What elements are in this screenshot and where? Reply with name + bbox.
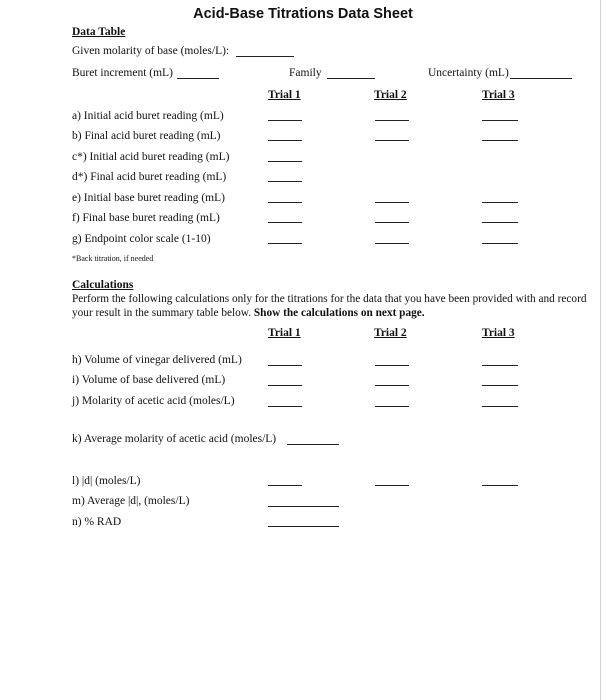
row-c-label: c*) Initial acid buret reading (mL) <box>72 151 230 163</box>
blank-g-trial3[interactable] <box>482 243 518 244</box>
blank-f-trial3[interactable] <box>482 222 518 223</box>
blank-a-trial3[interactable] <box>482 120 518 121</box>
family-label: Family <box>289 67 322 79</box>
calculations-instructions <box>72 292 592 320</box>
data-table-heading: Data Table <box>72 26 126 38</box>
trial-3-header: Trial 3 <box>482 89 515 101</box>
blank-e-trial2[interactable] <box>375 202 409 203</box>
deviation-label: l) |d| (moles/L) <box>72 475 141 487</box>
row-i-label: i) Volume of base delivered (mL) <box>72 374 226 386</box>
calc-trial-2-header: Trial 2 <box>374 327 407 339</box>
calc-trial-3-header: Trial 3 <box>482 327 515 339</box>
average-deviation-blank[interactable] <box>268 506 339 507</box>
trial-1-header: Trial 1 <box>268 89 301 101</box>
instructions-bold: Show the calculations on next page. <box>253 307 425 319</box>
blank-a-trial2[interactable] <box>375 120 409 121</box>
page-title: Acid-Base Titrations Data Sheet <box>193 6 413 22</box>
blank-j-trial3[interactable] <box>482 406 518 407</box>
blank-l-trial2[interactable] <box>375 485 409 486</box>
blank-h-trial3[interactable] <box>482 365 518 366</box>
average-deviation-label: m) Average |d|, (moles/L) <box>72 495 190 507</box>
blank-d-trial1[interactable] <box>268 181 302 182</box>
instructions-plain: Perform the following calculations only for the titrations for the data that you have been provided with and record your result in the summary table below. <box>72 293 587 319</box>
row-a-label: a) Initial acid buret reading (mL) <box>72 110 224 122</box>
blank-f-trial1[interactable] <box>268 222 302 223</box>
blank-i-trial1[interactable] <box>268 385 302 386</box>
family-blank[interactable] <box>327 78 375 79</box>
blank-e-trial1[interactable] <box>268 202 302 203</box>
blank-h-trial1[interactable] <box>268 365 302 366</box>
row-d-label: d*) Final acid buret reading (mL) <box>72 171 227 183</box>
given-molarity-label: Given molarity of base (moles/L): <box>72 45 230 57</box>
blank-c-trial1[interactable] <box>268 161 302 162</box>
blank-i-trial3[interactable] <box>482 385 518 386</box>
row-e-label: e) Initial base buret reading (mL) <box>72 192 225 204</box>
row-g-label: g) Endpoint color scale (1-10) <box>72 233 211 245</box>
row-f-label: f) Final base buret reading (mL) <box>72 212 220 224</box>
blank-i-trial2[interactable] <box>375 385 409 386</box>
buret-increment-blank[interactable] <box>177 78 219 79</box>
blank-l-trial3[interactable] <box>482 485 518 486</box>
blank-a-trial1[interactable] <box>268 120 302 121</box>
average-molarity-label: k) Average molarity of acetic acid (moles/L) <box>72 433 277 445</box>
blank-b-trial3[interactable] <box>482 140 518 141</box>
blank-j-trial1[interactable] <box>268 406 302 407</box>
row-j-label: j) Molarity of acetic acid (moles/L) <box>72 395 235 407</box>
blank-b-trial1[interactable] <box>268 140 302 141</box>
back-titration-footnote: *Back titration, if needed <box>72 254 154 263</box>
uncertainty-label: Uncertainty (mL) <box>428 67 509 79</box>
row-b-label: b) Final acid buret reading (mL) <box>72 130 221 142</box>
buret-increment-label: Buret increment (mL) <box>72 67 173 79</box>
rad-blank[interactable] <box>268 526 339 527</box>
rad-label: n) % RAD <box>72 516 122 528</box>
blank-f-trial2[interactable] <box>375 222 409 223</box>
calc-trial-1-header: Trial 1 <box>268 327 301 339</box>
blank-j-trial2[interactable] <box>375 406 409 407</box>
blank-l-trial1[interactable] <box>268 485 302 486</box>
trial-2-header: Trial 2 <box>374 89 407 101</box>
given-molarity-blank[interactable] <box>236 56 294 57</box>
uncertainty-blank[interactable] <box>510 78 572 79</box>
blank-b-trial2[interactable] <box>375 140 409 141</box>
blank-g-trial2[interactable] <box>375 243 409 244</box>
blank-e-trial3[interactable] <box>482 202 518 203</box>
calculations-heading: Calculations <box>72 279 134 291</box>
blank-g-trial1[interactable] <box>268 243 302 244</box>
blank-h-trial2[interactable] <box>375 365 409 366</box>
row-h-label: h) Volume of vinegar delivered (mL) <box>72 354 242 366</box>
page-edge <box>600 0 601 700</box>
average-molarity-blank[interactable] <box>287 444 339 445</box>
